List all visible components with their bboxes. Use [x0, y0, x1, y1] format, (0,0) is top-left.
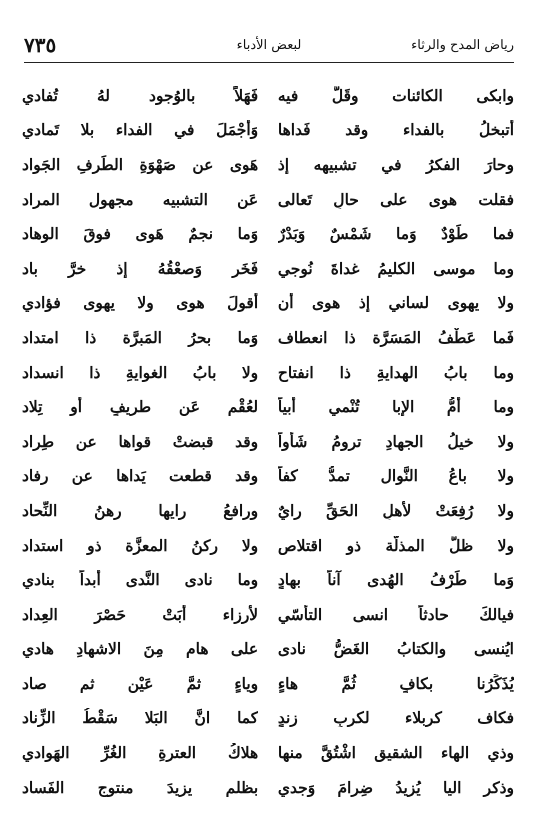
verse-first-hemistich: وما بابُ الهدايةِ ذا انفتاحٍ	[277, 362, 514, 382]
verse-second-hemistich: وَما بحرُ المَبرَّة ذا امتداد	[22, 327, 259, 347]
verse-first-hemistich: فكاف كربلاء لكربِ زندٍ	[277, 708, 514, 728]
verse-first-hemistich: ولا يهوى لساني إذ هوى أن	[277, 293, 514, 313]
verse-first-hemistich: وذكر اليا يُزيدُ ضِرامَ وَجدي	[277, 777, 514, 797]
verse-line	[22, 182, 514, 217]
verse-first-hemistich: فَما عَطْفُ المَسَرَّة ذا انعطاف	[277, 327, 514, 347]
verse-line	[22, 493, 514, 528]
verse-first-hemistich: فقلت هوى على حالٍ تَعالى	[277, 189, 514, 209]
verse-first-hemistich: يُذَكِّرُنا بكافٍ ثُمَّ هاءٍ	[277, 673, 514, 693]
verse-second-hemistich: وَأجْمَلَ في الفداء بلا تَمادي	[22, 120, 259, 140]
verse-second-hemistich: وما نادى النَّدى أبداً بنادي	[22, 570, 259, 590]
verse-second-hemistich: عَنِ التشبيه مجهول المراد	[22, 189, 259, 209]
verse-first-hemistich: ايُنسى والكتابُ الغَضُّ نادى	[277, 639, 514, 659]
verse-second-hemistich: فَهَلاً بالوُجود لهُ تُفادي	[22, 85, 259, 105]
verse-first-hemistich: وذي الهاء الشقيق اشْتُقَّ منها	[277, 743, 514, 763]
verse-second-hemistich: وقد قطعت يَداها عن رفاد	[22, 466, 259, 486]
verse-second-hemistich: كما انَّ البَلا سَقْطُ الزِّناد	[22, 708, 259, 728]
verse-first-hemistich: فما طَوْدٌ وَما شَمْسٌ وَبَدْرٌ	[277, 224, 514, 244]
verse-second-hemistich: وياءٍ ثمَّ عَيْنٍ ثم صاد	[22, 673, 259, 693]
chapter-title: لبعض الأدباء	[236, 37, 302, 53]
verse-line	[22, 424, 514, 459]
verse-line	[22, 770, 514, 805]
verse-second-hemistich: فَخَر وَصعْقُهُ إذ خرَّ باد	[22, 258, 259, 278]
verse-line	[22, 459, 514, 494]
verse-line	[22, 528, 514, 563]
verse-second-hemistich: وَما نجمٌ هَوى فوقَ الوِهاد	[22, 224, 259, 244]
verse-first-hemistich: ولا خيلُ الجهادِ ترومُ شَأواً	[277, 431, 514, 451]
verse-first-hemistich: وما أمُّ الإبا تُنْمي أبياً	[277, 397, 514, 417]
verse-second-hemistich: وقد قبضتْ قواها عن طِراد	[22, 431, 259, 451]
verse-second-hemistich: على هامٍ مِنَ الاشهادِ هادي	[22, 639, 259, 659]
verse-line	[22, 701, 514, 736]
verse-first-hemistich: ولا ظلُّ المذلَّة ذو اقتلاصٍ	[277, 535, 514, 555]
verse-line	[22, 389, 514, 424]
book-title: رياض المدح والرثاء	[411, 37, 514, 53]
verse-first-hemistich: وحارَ الفكرُ في تشبيهه إذ	[277, 154, 514, 174]
verse-line	[22, 562, 514, 597]
verse-first-hemistich: ولا رُفِعَتْ لأهلِ الحَقِّ رايٌ	[277, 500, 514, 520]
page-number: ٧٣٥	[24, 33, 57, 57]
verse-first-hemistich: أتبخلُ بالفداء وقد فَداها	[277, 120, 514, 140]
verse-first-hemistich: وابكى الكائنات وقَلَّ فيه	[277, 85, 514, 105]
poem-body	[22, 78, 514, 804]
verse-second-hemistich: بظلمِ يزيدَ منتوجِ الفَساد	[22, 777, 259, 797]
verse-second-hemistich: أقولَ هوى ولا يهوى فؤادي	[22, 293, 259, 313]
verse-first-hemistich: وما موسى الكليمُ غداةَ نُوجي	[277, 258, 514, 278]
verse-second-hemistich: ولا بابُ الغوايةِ ذا انسداد	[22, 362, 259, 382]
verse-second-hemistich: لأرزاء أَبَتْ حَصْرَ العِداد	[22, 604, 259, 624]
verse-first-hemistich: فيالكَ حادثاً انسى التأسّي	[277, 604, 514, 624]
verse-second-hemistich: ورافعُ رايها رهنُ النِّحاد	[22, 500, 259, 520]
verse-line	[22, 320, 514, 355]
verse-second-hemistich: ولا ركنُ المعزَّة ذو استداد	[22, 535, 259, 555]
verse-line	[22, 286, 514, 321]
verse-line	[22, 597, 514, 632]
verse-line	[22, 251, 514, 286]
verse-second-hemistich: هَوى عن صَهْوَةِ الطِّرفِ الجَواد	[22, 154, 259, 174]
verse-line	[22, 113, 514, 148]
verse-line	[22, 147, 514, 182]
verse-line	[22, 632, 514, 667]
verse-line	[22, 78, 514, 113]
verse-line	[22, 355, 514, 390]
verse-second-hemistich: هلاكُ العترةِ الغُرِّ الهَوادي	[22, 743, 259, 763]
page-header	[24, 28, 514, 63]
verse-first-hemistich: ولا باعُ النَّوال تمدُّ كفاً	[277, 466, 514, 486]
verse-first-hemistich: وَما طَرْفُ الهُدى آناً بهادٍ	[277, 570, 514, 590]
verse-line	[22, 666, 514, 701]
verse-line	[22, 735, 514, 770]
verse-second-hemistich: لعُقْمٍ عَن طريفٍ أو تِلاد	[22, 397, 259, 417]
verse-line	[22, 216, 514, 251]
